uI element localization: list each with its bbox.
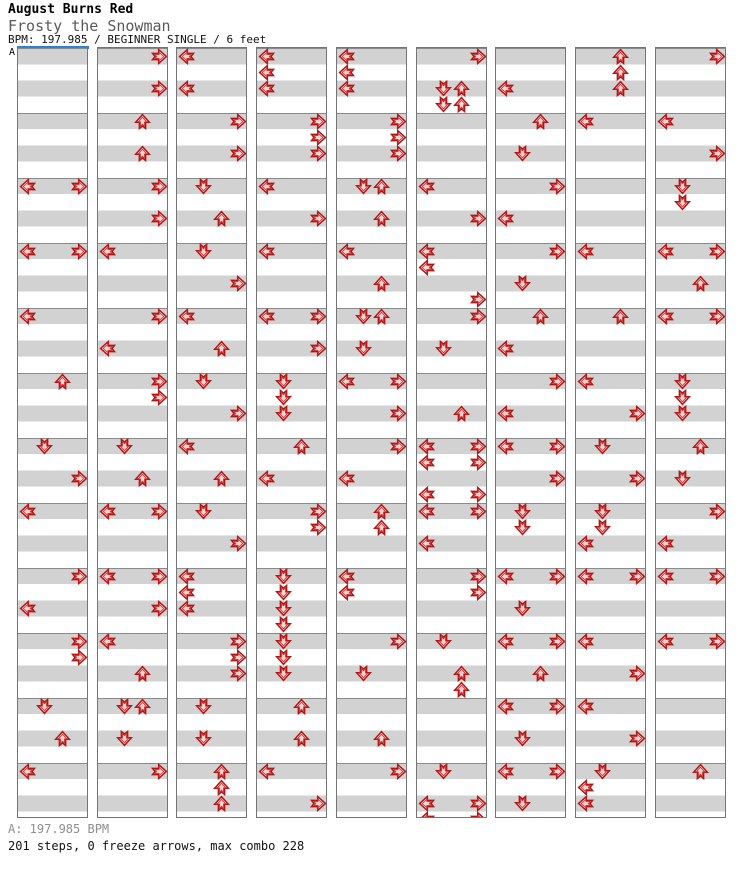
note-arrow-L [178, 568, 195, 585]
note-arrow-R [470, 454, 487, 471]
note-arrow-D [674, 373, 691, 390]
note-arrow-U [213, 340, 230, 357]
note-arrow-U [612, 48, 629, 65]
note-arrow-D [674, 470, 691, 487]
note-arrow-R [629, 730, 646, 747]
note-arrow-D [435, 80, 452, 97]
note-arrow-R [629, 665, 646, 682]
note-arrow-D [674, 178, 691, 195]
note-arrow-L [258, 308, 275, 325]
note-arrow-D [355, 178, 372, 195]
note-arrow-U [213, 470, 230, 487]
note-arrow-D [514, 519, 531, 536]
note-arrow-D [674, 405, 691, 422]
note-arrow-R [230, 649, 247, 666]
note-arrow-R [709, 308, 726, 325]
note-arrow-D [435, 763, 452, 780]
note-arrow-D [195, 503, 212, 520]
note-arrow-R [390, 129, 407, 146]
note-arrow-L [258, 470, 275, 487]
note-arrow-L [497, 340, 514, 357]
note-arrow-R [709, 568, 726, 585]
note-arrow-D [275, 600, 292, 617]
note-arrow-L [577, 633, 594, 650]
note-arrow-L [338, 373, 355, 390]
note-arrow-L [19, 178, 36, 195]
note-arrow-L [418, 438, 435, 455]
note-arrow-U [453, 96, 470, 113]
note-arrow-D [36, 698, 53, 715]
note-arrow-L [418, 243, 435, 260]
note-arrow-R [390, 633, 407, 650]
note-arrow-R [390, 145, 407, 162]
note-arrow-R [310, 210, 327, 227]
note-arrow-U [373, 730, 390, 747]
note-arrow-L [178, 600, 195, 617]
note-arrow-R [549, 698, 566, 715]
note-arrow-L [178, 48, 195, 65]
note-arrow-L [418, 454, 435, 471]
note-arrow-U [293, 698, 310, 715]
note-arrow-L [577, 113, 594, 130]
note-arrow-U [373, 178, 390, 195]
note-arrow-R [709, 503, 726, 520]
note-arrow-R [390, 405, 407, 422]
note-arrow-L [577, 779, 594, 796]
note-arrow-R [71, 470, 88, 487]
note-arrow-L [19, 503, 36, 520]
note-arrow-U [532, 665, 549, 682]
note-arrow-R [390, 763, 407, 780]
chart-column [176, 47, 247, 818]
note-arrow-L [258, 763, 275, 780]
note-arrow-D [275, 633, 292, 650]
note-arrow-D [195, 698, 212, 715]
note-arrow-U [692, 438, 709, 455]
note-arrow-U [134, 665, 151, 682]
note-arrow-D [435, 96, 452, 113]
note-arrow-U [293, 730, 310, 747]
chart-column [97, 47, 168, 818]
note-arrow-D [116, 438, 133, 455]
note-arrow-U [532, 308, 549, 325]
note-arrow-L [577, 795, 594, 812]
note-arrow-R [629, 405, 646, 422]
note-arrow-U [213, 795, 230, 812]
note-arrow-L [19, 308, 36, 325]
note-arrow-D [116, 730, 133, 747]
note-arrow-R [549, 568, 566, 585]
note-arrow-R [230, 405, 247, 422]
note-arrow-R [230, 535, 247, 552]
note-arrow-D [674, 194, 691, 211]
note-arrow-U [453, 665, 470, 682]
note-arrow-D [514, 600, 531, 617]
note-arrow-R [709, 633, 726, 650]
note-arrow-L [657, 243, 674, 260]
note-arrow-D [514, 795, 531, 812]
note-arrow-R [151, 210, 168, 227]
note-arrow-D [275, 665, 292, 682]
note-arrow-R [151, 80, 168, 97]
note-arrow-D [594, 438, 611, 455]
note-arrow-R [549, 373, 566, 390]
chart-column [336, 47, 407, 818]
note-arrow-U [293, 438, 310, 455]
note-arrow-L [99, 568, 116, 585]
note-arrow-L [338, 470, 355, 487]
note-arrow-L [418, 811, 435, 818]
note-arrow-R [230, 275, 247, 292]
note-arrow-L [497, 438, 514, 455]
chart-column [655, 47, 726, 818]
note-arrow-L [657, 113, 674, 130]
note-arrow-R [470, 811, 487, 818]
note-arrow-R [230, 145, 247, 162]
chart-column [256, 47, 327, 818]
note-arrow-L [577, 373, 594, 390]
note-arrow-D [674, 389, 691, 406]
chart-column [575, 47, 646, 818]
note-arrow-D [594, 763, 611, 780]
note-arrow-D [116, 698, 133, 715]
note-arrow-L [99, 503, 116, 520]
note-arrow-L [19, 243, 36, 260]
note-arrow-D [355, 340, 372, 357]
note-arrow-D [195, 243, 212, 260]
note-arrow-U [213, 779, 230, 796]
note-arrow-R [151, 389, 168, 406]
note-arrow-L [19, 600, 36, 617]
note-arrow-R [310, 519, 327, 536]
note-arrow-U [134, 145, 151, 162]
note-arrow-U [692, 275, 709, 292]
note-arrow-L [258, 64, 275, 81]
note-arrow-R [470, 503, 487, 520]
note-arrow-L [418, 795, 435, 812]
note-arrow-L [418, 178, 435, 195]
note-arrow-R [151, 48, 168, 65]
note-arrow-R [310, 340, 327, 357]
note-arrow-R [310, 503, 327, 520]
note-arrow-D [36, 438, 53, 455]
note-arrow-L [418, 259, 435, 276]
chart-column [416, 47, 487, 818]
note-arrow-L [99, 633, 116, 650]
note-arrow-R [310, 795, 327, 812]
note-arrow-L [338, 584, 355, 601]
note-arrow-L [497, 405, 514, 422]
artist-name: August Burns Red [8, 2, 134, 17]
note-arrow-L [338, 80, 355, 97]
note-arrow-R [470, 486, 487, 503]
chart-column [17, 47, 88, 818]
note-arrow-L [577, 698, 594, 715]
note-arrow-R [390, 113, 407, 130]
note-arrow-R [151, 308, 168, 325]
note-arrow-L [258, 178, 275, 195]
note-arrow-D [275, 649, 292, 666]
note-arrow-U [213, 210, 230, 227]
note-arrow-R [709, 48, 726, 65]
note-arrow-L [418, 503, 435, 520]
note-arrow-L [178, 584, 195, 601]
note-arrow-U [134, 113, 151, 130]
note-arrow-R [310, 129, 327, 146]
note-arrow-L [258, 243, 275, 260]
note-arrow-L [178, 308, 195, 325]
note-arrow-L [657, 535, 674, 552]
note-arrow-L [577, 535, 594, 552]
note-arrow-R [629, 568, 646, 585]
note-arrow-L [497, 210, 514, 227]
note-arrow-L [19, 763, 36, 780]
note-arrow-R [71, 178, 88, 195]
note-arrow-R [470, 568, 487, 585]
note-arrow-U [54, 373, 71, 390]
note-arrow-L [418, 535, 435, 552]
note-arrow-R [549, 438, 566, 455]
note-arrow-U [134, 470, 151, 487]
note-arrow-D [195, 730, 212, 747]
note-arrow-L [657, 308, 674, 325]
note-arrow-U [373, 275, 390, 292]
note-arrow-R [549, 763, 566, 780]
note-arrow-L [258, 80, 275, 97]
note-arrow-R [549, 470, 566, 487]
note-arrow-D [275, 405, 292, 422]
note-arrow-L [577, 568, 594, 585]
note-arrow-R [470, 210, 487, 227]
footer-bpm-line: A: 197.985 BPM [8, 822, 110, 836]
note-arrow-L [338, 243, 355, 260]
note-arrow-L [338, 48, 355, 65]
note-arrow-R [230, 113, 247, 130]
note-arrow-R [709, 145, 726, 162]
note-arrow-D [435, 633, 452, 650]
note-arrow-L [338, 568, 355, 585]
note-arrow-D [195, 373, 212, 390]
note-arrow-R [549, 243, 566, 260]
note-arrow-R [470, 48, 487, 65]
note-arrow-U [373, 503, 390, 520]
note-arrow-R [151, 763, 168, 780]
note-arrow-R [71, 568, 88, 585]
note-arrow-R [549, 633, 566, 650]
note-arrow-U [612, 308, 629, 325]
note-arrow-L [497, 633, 514, 650]
note-arrow-D [355, 665, 372, 682]
note-arrow-R [390, 373, 407, 390]
note-arrow-R [709, 243, 726, 260]
note-arrow-L [497, 763, 514, 780]
song-title: Frosty the Snowman [8, 17, 171, 35]
note-arrow-D [275, 389, 292, 406]
note-arrow-R [310, 145, 327, 162]
note-arrow-L [418, 486, 435, 503]
note-arrow-R [230, 633, 247, 650]
note-arrow-L [99, 340, 116, 357]
note-arrow-D [435, 340, 452, 357]
note-arrow-U [532, 113, 549, 130]
note-arrow-D [195, 178, 212, 195]
note-arrow-D [355, 308, 372, 325]
footer-stats-line: 201 steps, 0 freeze arrows, max combo 228 [8, 839, 305, 853]
note-arrow-U [373, 519, 390, 536]
note-arrow-U [612, 80, 629, 97]
chart-meta: BPM: 197.985 / BEGINNER SINGLE / 6 feet [8, 33, 267, 46]
note-arrow-R [470, 438, 487, 455]
note-arrow-R [71, 633, 88, 650]
note-arrow-D [514, 730, 531, 747]
note-arrow-L [497, 698, 514, 715]
note-arrow-R [470, 308, 487, 325]
note-arrow-D [275, 568, 292, 585]
note-arrow-L [178, 438, 195, 455]
note-arrow-D [275, 373, 292, 390]
note-arrow-D [275, 616, 292, 633]
note-arrow-L [178, 80, 195, 97]
note-arrow-D [275, 584, 292, 601]
note-arrow-L [657, 633, 674, 650]
note-arrow-L [657, 568, 674, 585]
chart-column [495, 47, 566, 818]
note-arrow-L [338, 64, 355, 81]
note-arrow-L [497, 80, 514, 97]
note-arrow-R [151, 178, 168, 195]
note-arrow-U [54, 730, 71, 747]
note-arrow-L [497, 568, 514, 585]
note-arrow-R [151, 568, 168, 585]
note-arrow-L [577, 243, 594, 260]
note-arrow-R [629, 470, 646, 487]
note-arrow-D [514, 275, 531, 292]
note-arrow-U [692, 763, 709, 780]
note-arrow-U [612, 64, 629, 81]
note-arrow-U [373, 210, 390, 227]
note-arrow-U [373, 308, 390, 325]
note-arrow-R [230, 665, 247, 682]
note-arrow-R [71, 243, 88, 260]
note-arrow-U [134, 698, 151, 715]
note-arrow-U [453, 405, 470, 422]
note-arrow-D [594, 519, 611, 536]
note-arrow-U [453, 80, 470, 97]
note-arrow-R [151, 503, 168, 520]
note-arrow-R [71, 649, 88, 666]
note-arrow-R [310, 113, 327, 130]
note-arrow-R [549, 178, 566, 195]
note-arrow-U [213, 763, 230, 780]
note-arrow-R [151, 373, 168, 390]
note-arrow-R [470, 795, 487, 812]
note-arrow-D [594, 503, 611, 520]
note-arrow-L [258, 48, 275, 65]
note-arrow-D [514, 145, 531, 162]
note-arrow-L [99, 243, 116, 260]
note-arrow-R [390, 438, 407, 455]
note-arrow-R [470, 291, 487, 308]
section-marker-label: A [9, 47, 16, 58]
note-arrow-U [453, 681, 470, 698]
note-arrow-R [470, 584, 487, 601]
note-arrow-R [151, 600, 168, 617]
note-arrow-D [514, 503, 531, 520]
note-arrow-R [310, 308, 327, 325]
